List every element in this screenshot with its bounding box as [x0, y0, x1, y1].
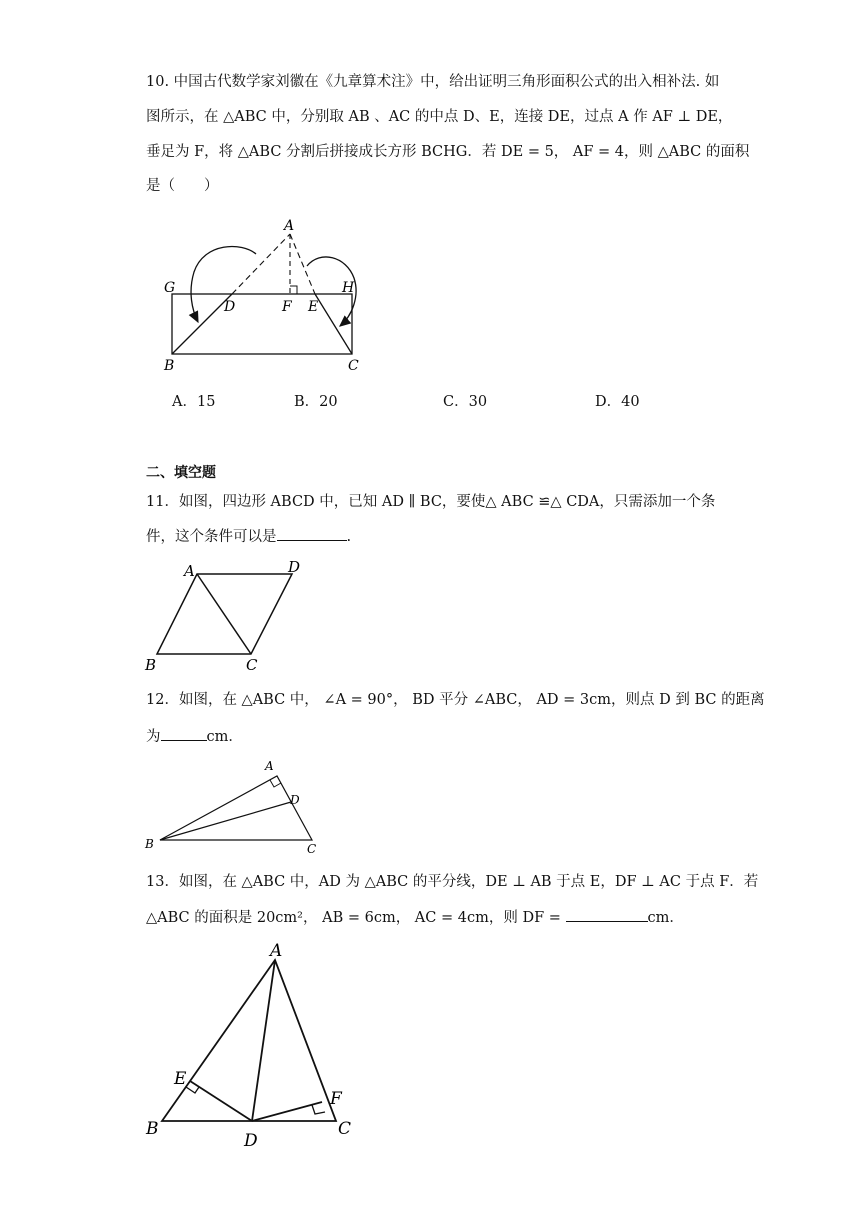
bisector-bd: [160, 802, 291, 840]
triangle-abc: [162, 960, 336, 1121]
choice-a[interactable]: A．15: [172, 394, 216, 410]
choice-b[interactable]: B．20: [294, 394, 338, 410]
q13-line-2-suffix: cm．: [647, 910, 684, 926]
perpendicular-de: [190, 1081, 252, 1121]
label-d: D: [290, 793, 300, 807]
perpendicular-df: [252, 1102, 322, 1121]
label-b: B: [164, 358, 175, 374]
q10-line-1: 10. 中国古代数学家刘徽在《九章算术注》中，给出证明三角形面积公式的出入相补法. 如: [146, 74, 720, 90]
right-angle-mark-e: [186, 1087, 199, 1093]
q11-line-2: [146, 525, 726, 547]
label-c: C: [307, 842, 317, 856]
q10-figure: [150, 212, 380, 377]
label-e: E: [174, 1069, 187, 1089]
label-g: G: [164, 280, 176, 296]
diagonal-ac: [197, 574, 251, 654]
segment-ae-dashed: [290, 234, 315, 294]
choice-c[interactable]: C．30: [443, 394, 488, 410]
q10-line-2: 图所示，在 △ABC 中，分别取 AB 、AC 的中点 D、E，连接 DE，过点 A 作 AF ⊥ DE，: [146, 109, 733, 125]
q11-answer-blank[interactable]: [277, 525, 347, 541]
bisector-ad: [252, 960, 275, 1121]
q12-line-1: 12．如图，在 △ABC 中， ∠A = 90°， BD 平分 ∠ABC， AD = 3cm，则点 D 到 BC 的距离: [146, 692, 765, 708]
label-c: C: [246, 656, 258, 673]
label-b: B: [146, 1119, 159, 1139]
q12-answer-blank[interactable]: [161, 725, 207, 741]
label-a: A: [184, 562, 195, 580]
q11-line-2-suffix: .: [346, 529, 352, 545]
q13-line-2-prefix: △ABC 的面积是 20cm²， AB = 6cm， AC = 4cm，则 DF =: [146, 910, 566, 926]
triangle-abc: [160, 776, 312, 840]
q11-figure: [140, 558, 320, 673]
q12-line-2-suffix: cm．: [206, 729, 243, 745]
q10-choices: [0, 390, 860, 412]
label-b: B: [145, 837, 154, 851]
q12-figure: [140, 758, 330, 858]
q12-line-2: [146, 725, 726, 747]
label-f: F: [282, 299, 292, 315]
q12-line-2-prefix: 为: [146, 729, 161, 745]
label-a: A: [284, 218, 295, 234]
q10-line-3: 垂足为 F，将 △ABC 分割后拼接成长方形 BCHG．若 DE = 5， AF = 4，则 △ABC 的面积: [146, 144, 750, 160]
q11-line-1: 11．如图，四边形 ABCD 中，已知 AD ∥ BC，要使△ ABC ≌△ CDA，只需添加一个条: [146, 494, 716, 510]
section-title: 二、填空题: [146, 465, 216, 481]
label-a: A: [265, 759, 274, 773]
segment-ec: [315, 294, 352, 354]
q13-line-1: 13．如图，在 △ABC 中，AD 为 △ABC 的平分线，DE ⊥ AB 于点 E，DF ⊥ AC 于点 F．若: [146, 874, 759, 890]
q11-line-2-prefix: 件，这个条件可以是: [146, 529, 277, 545]
label-b: B: [145, 656, 157, 673]
label-c: C: [348, 358, 359, 374]
label-f: F: [330, 1089, 342, 1109]
label-d: D: [244, 1131, 258, 1151]
label-d: D: [224, 299, 236, 315]
right-angle-mark-f: [312, 1105, 325, 1114]
q13-figure: [140, 938, 370, 1153]
rectangle-bchg: [172, 294, 352, 354]
q13-line-2: [146, 906, 726, 928]
choice-d[interactable]: D．40: [595, 394, 640, 410]
label-h: H: [342, 280, 355, 296]
q13-answer-blank[interactable]: [566, 906, 648, 922]
label-d: D: [288, 558, 301, 576]
right-angle-mark: [290, 286, 297, 294]
segment-da-dashed: [232, 234, 290, 294]
label-c: C: [338, 1119, 352, 1139]
label-a: A: [270, 941, 283, 961]
segment-bd: [172, 294, 232, 354]
label-e: E: [308, 299, 319, 315]
q10-line-4: 是（ ）: [146, 178, 219, 194]
